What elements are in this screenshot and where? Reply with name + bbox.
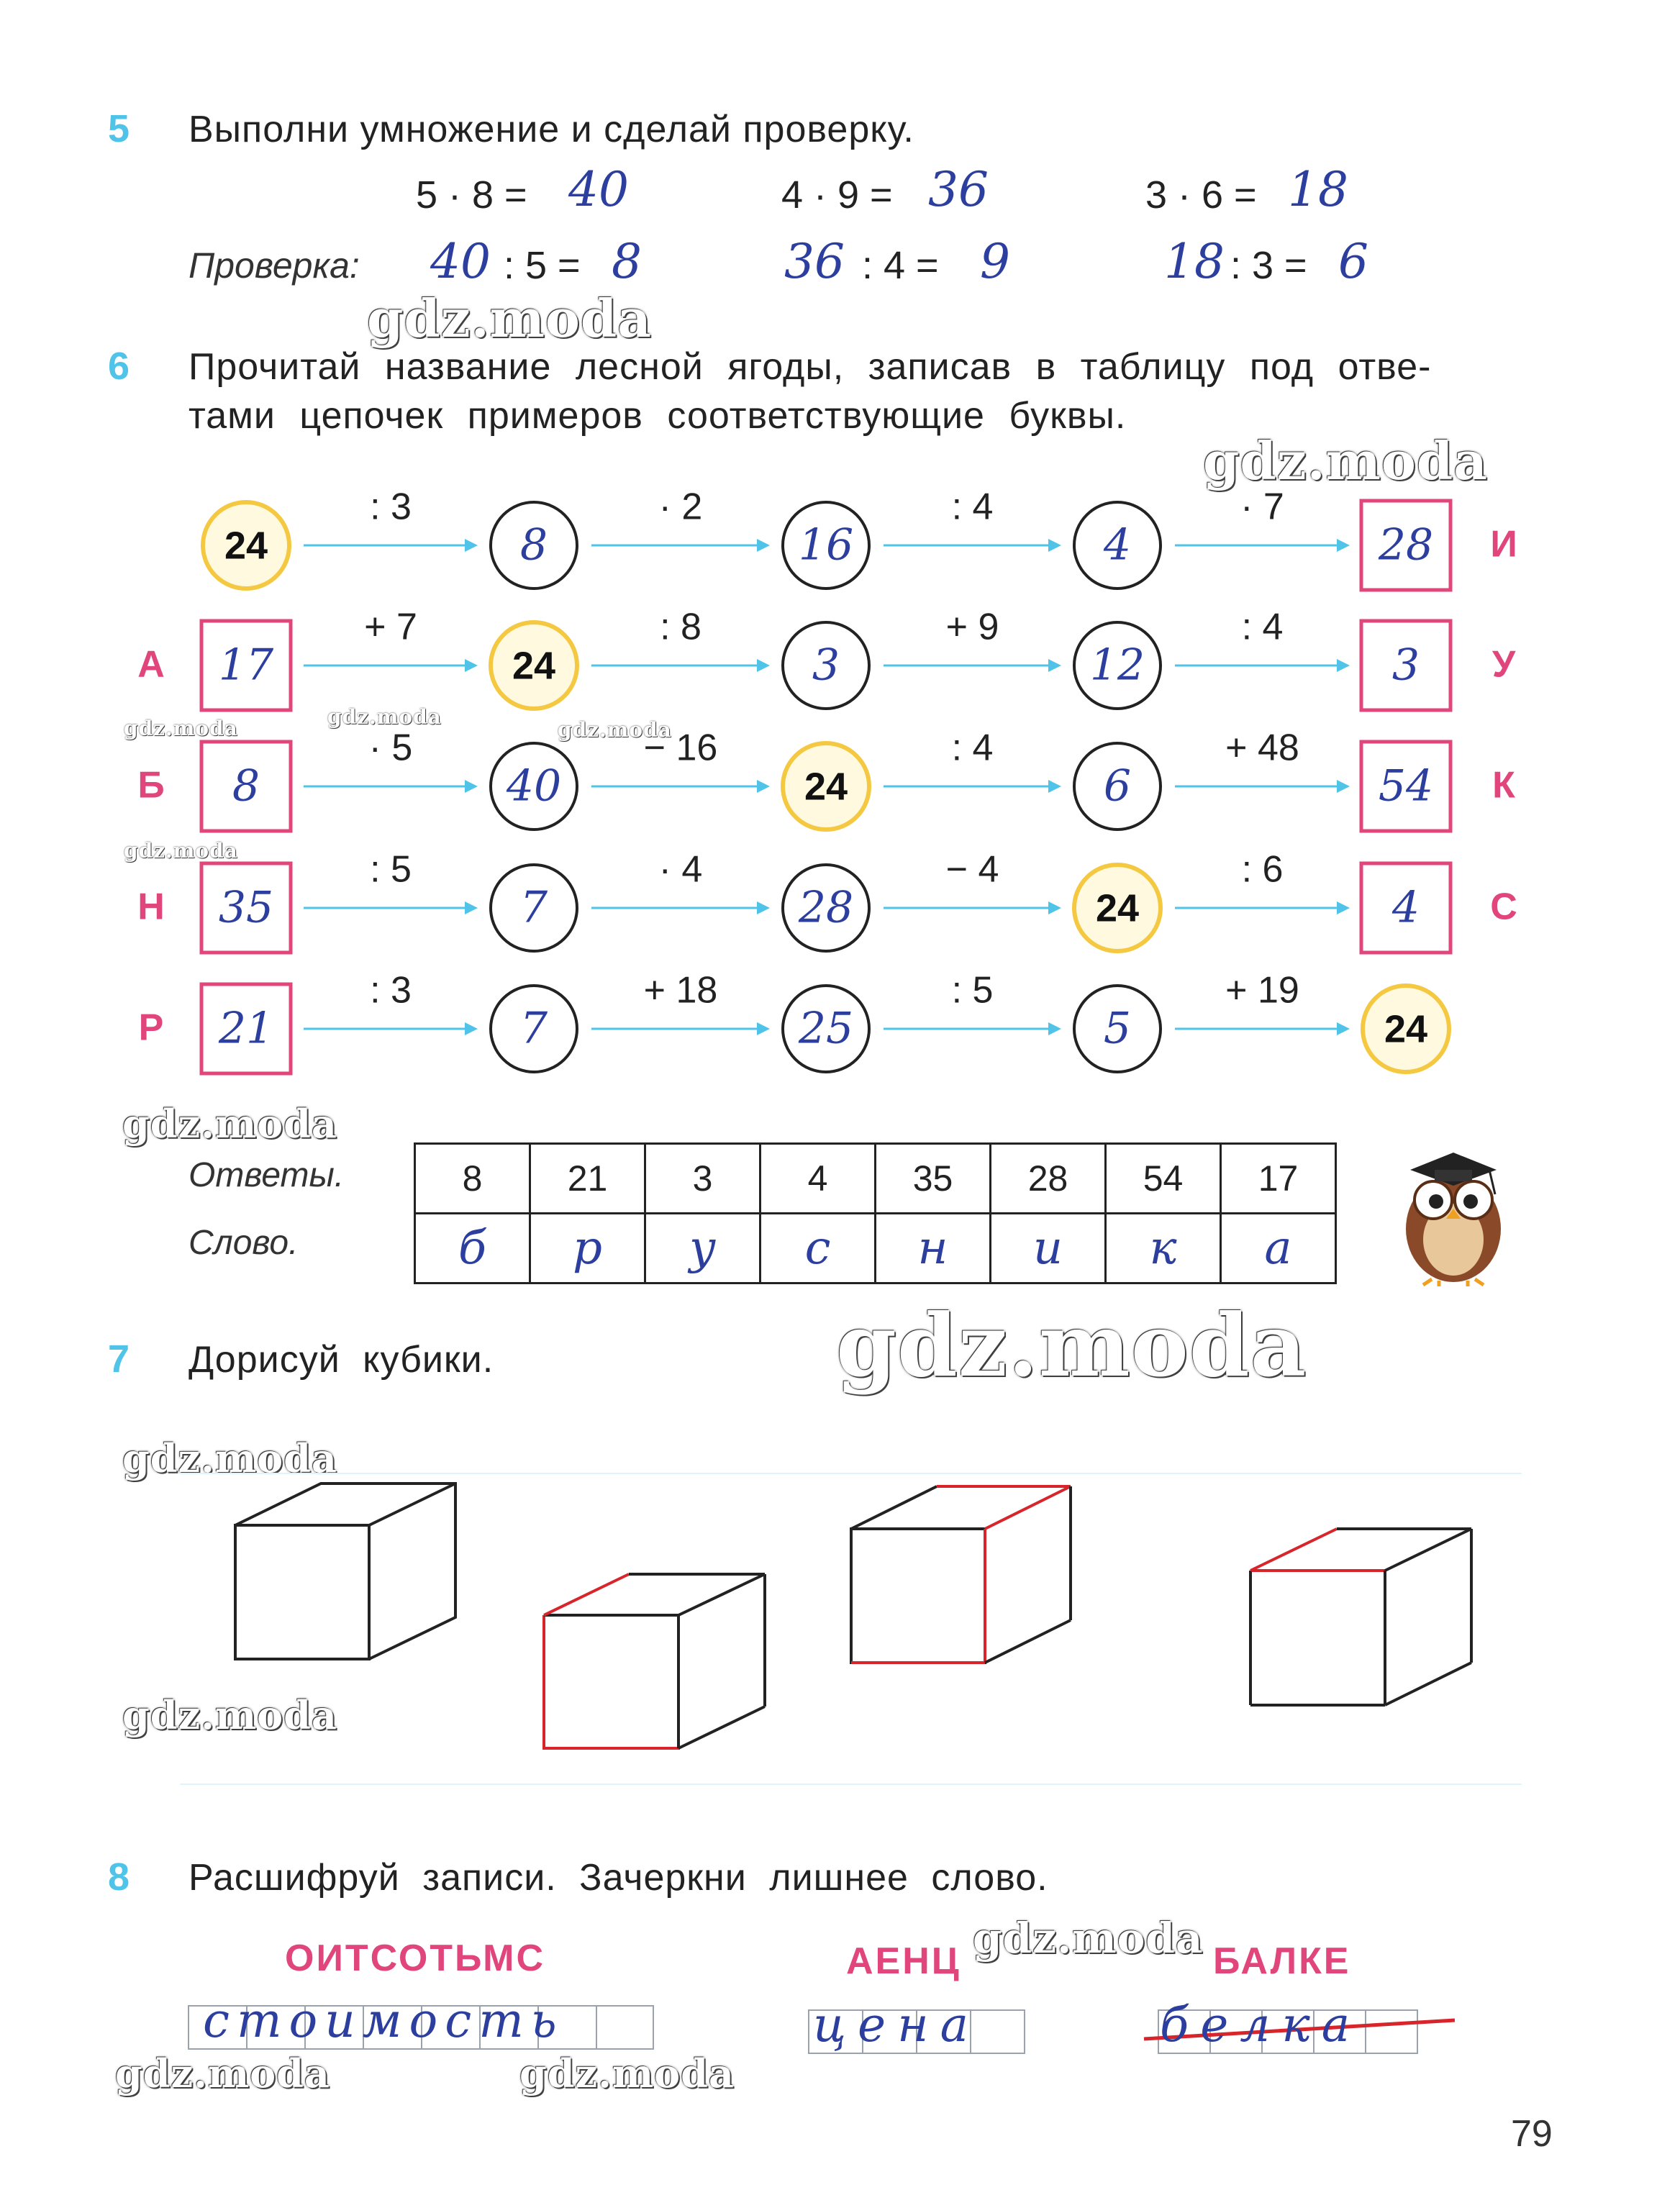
chain-end-value: 28 <box>1378 519 1434 571</box>
chain-value: 12 <box>1089 640 1145 691</box>
chain-value: 7 <box>519 1003 548 1054</box>
chain-start-value: 35 <box>218 882 274 933</box>
task6-title-line1: Прочитай название лесной ягоды, записав в таблицу под отве- <box>189 346 1432 388</box>
code-2: АЕНЦ <box>846 1940 961 1982</box>
chain-value: 8 <box>519 519 548 571</box>
check-res-3: 6 <box>1338 234 1368 289</box>
chain-operation: : 4 <box>951 727 994 769</box>
chain-start-value: 17 <box>218 640 274 691</box>
table-answer-cell: 4 <box>760 1144 876 1214</box>
chain-right-letter: К <box>1492 764 1515 807</box>
answer-word-1: стоимость <box>203 1993 564 2048</box>
task5-number: 5 <box>108 107 130 150</box>
chain-operation: · 7 <box>1240 486 1284 528</box>
task6-title-line2: тами цепочек примеров соответствующие буквы. <box>189 395 1127 437</box>
table-letter-cell[interactable]: к <box>1106 1214 1221 1283</box>
chain-right-letter: У <box>1491 643 1516 686</box>
chain-operation: − 16 <box>643 727 718 769</box>
chain-operation: : 5 <box>370 848 412 891</box>
task6-number: 6 <box>108 345 130 388</box>
check-res-1: 8 <box>612 234 642 289</box>
chain-value: 3 <box>812 640 840 691</box>
watermark: gdz.moda <box>124 839 238 863</box>
task7-title: Дорисуй кубики. <box>189 1339 494 1381</box>
chain-value: 7 <box>519 882 548 933</box>
table-letter-cell[interactable]: с <box>760 1214 876 1283</box>
code-3: БАЛКЕ <box>1213 1940 1351 1982</box>
watermark: gdz.moda <box>836 1295 1307 1396</box>
table-answer-cell: 35 <box>876 1144 991 1214</box>
watermark: gdz.moda <box>327 705 442 729</box>
chain-left-letter: Р <box>138 1007 164 1049</box>
chain-value: 25 <box>798 1003 854 1054</box>
chain-operation: : 3 <box>370 486 412 528</box>
chain-operation: : 6 <box>1241 848 1284 891</box>
watermark: gdz.moda <box>558 718 672 742</box>
table-answer-cell: 8 <box>415 1144 530 1214</box>
table-answer-cell: 17 <box>1221 1144 1336 1214</box>
table-letter-cell[interactable]: н <box>876 1214 991 1283</box>
chain-operation: + 9 <box>945 606 999 648</box>
table-letter-cell[interactable]: р <box>530 1214 645 1283</box>
code-1: ОИТСОТЬМС <box>285 1937 546 1979</box>
chain-end-value: 3 <box>1391 640 1420 691</box>
check-op-2: : 4 = <box>862 244 939 287</box>
chain-value: 40 <box>506 760 562 812</box>
chain-start-value: 21 <box>218 1003 274 1054</box>
chain-right-letter: С <box>1490 886 1517 928</box>
chain-operation: + 18 <box>643 969 718 1012</box>
task8-title: Расшифруй записи. Зачеркни лишнее слово. <box>189 1857 1048 1899</box>
page-number: 79 <box>1511 2113 1553 2155</box>
table-letter-cell[interactable]: а <box>1221 1214 1336 1283</box>
chain-value: 16 <box>798 519 854 571</box>
chain-left-letter: Б <box>137 764 165 807</box>
watermark: gdz.moda <box>122 1101 337 1147</box>
check-op-1: : 5 = <box>504 244 581 287</box>
chain-value: 4 <box>1103 519 1132 571</box>
watermark: gdz.moda <box>1203 430 1488 491</box>
check-op-3: : 3 = <box>1230 244 1307 287</box>
chain-operation: · 5 <box>368 727 413 769</box>
task5-expr-1: 5 · 8 = <box>416 173 527 217</box>
check-a-2: 36 <box>784 234 845 289</box>
chain-operation: + 48 <box>1225 727 1299 769</box>
chain-end-value: 54 <box>1378 760 1434 812</box>
chain-operation: · 4 <box>658 848 703 891</box>
table-answer-cell: 54 <box>1106 1144 1221 1214</box>
watermark: gdz.moda <box>115 2050 330 2096</box>
task5-answer-2: 36 <box>928 162 989 217</box>
table-answer-cell: 3 <box>645 1144 760 1214</box>
chain-right-letter: И <box>1490 523 1517 565</box>
chain-value: 5 <box>1103 1003 1132 1054</box>
table-answer-cell: 28 <box>991 1144 1106 1214</box>
watermark: gdz.moda <box>122 1692 337 1738</box>
target-value: 24 <box>224 524 268 568</box>
table-letter-cell[interactable]: и <box>991 1214 1106 1283</box>
chain-operation: − 4 <box>945 848 999 891</box>
chain-left-letter: Н <box>137 886 165 928</box>
chain-start-value: 8 <box>232 760 260 812</box>
task5-answer-3: 18 <box>1288 162 1348 217</box>
target-value: 24 <box>512 644 556 688</box>
task8-number: 8 <box>108 1855 130 1899</box>
task5-answer-1: 40 <box>568 162 629 217</box>
task7-number: 7 <box>108 1337 130 1381</box>
watermark: gdz.moda <box>122 1435 337 1481</box>
target-value: 24 <box>1384 1007 1428 1051</box>
table-row-label-answers: Ответы. <box>189 1156 345 1194</box>
chain-operation: : 4 <box>1241 606 1284 648</box>
watermark: gdz.moda <box>973 1914 1204 1963</box>
table-letter-cell[interactable]: у <box>645 1214 760 1283</box>
chain-operation: : 4 <box>951 486 994 528</box>
chain-value: 28 <box>798 882 854 933</box>
check-label: Проверка: <box>189 245 360 286</box>
chain-end-value: 4 <box>1391 882 1420 933</box>
table-letter-cell[interactable]: б <box>415 1214 530 1283</box>
chain-operation: · 2 <box>658 486 703 528</box>
chain-operation: + 7 <box>364 606 417 648</box>
check-a-3: 18 <box>1164 234 1225 289</box>
watermark: gdz.moda <box>124 717 238 740</box>
check-a-1: 40 <box>430 234 491 289</box>
table-row-label-word: Слово. <box>189 1224 299 1262</box>
chain-operation: : 8 <box>660 606 701 648</box>
task5-expr-2: 4 · 9 = <box>781 173 893 217</box>
chain-left-letter: А <box>137 643 165 686</box>
watermark: gdz.moda <box>367 288 652 349</box>
table-answer-cell: 21 <box>530 1144 645 1214</box>
check-res-2: 9 <box>980 234 1010 289</box>
answer-word-3-crossed: белка <box>1160 1997 1362 2053</box>
target-value: 24 <box>1095 886 1140 930</box>
answer-word-2: цена <box>813 1997 980 2053</box>
chain-operation: : 3 <box>370 969 412 1012</box>
chain-operation: : 5 <box>951 969 994 1012</box>
task5-title: Выполни умножение и сделай проверку. <box>189 109 914 150</box>
chain-value: 6 <box>1103 760 1132 812</box>
watermark: gdz.moda <box>519 2050 735 2096</box>
chain-operation: + 19 <box>1225 969 1299 1012</box>
task5-expr-3: 3 · 6 = <box>1145 173 1257 217</box>
target-value: 24 <box>804 765 848 809</box>
